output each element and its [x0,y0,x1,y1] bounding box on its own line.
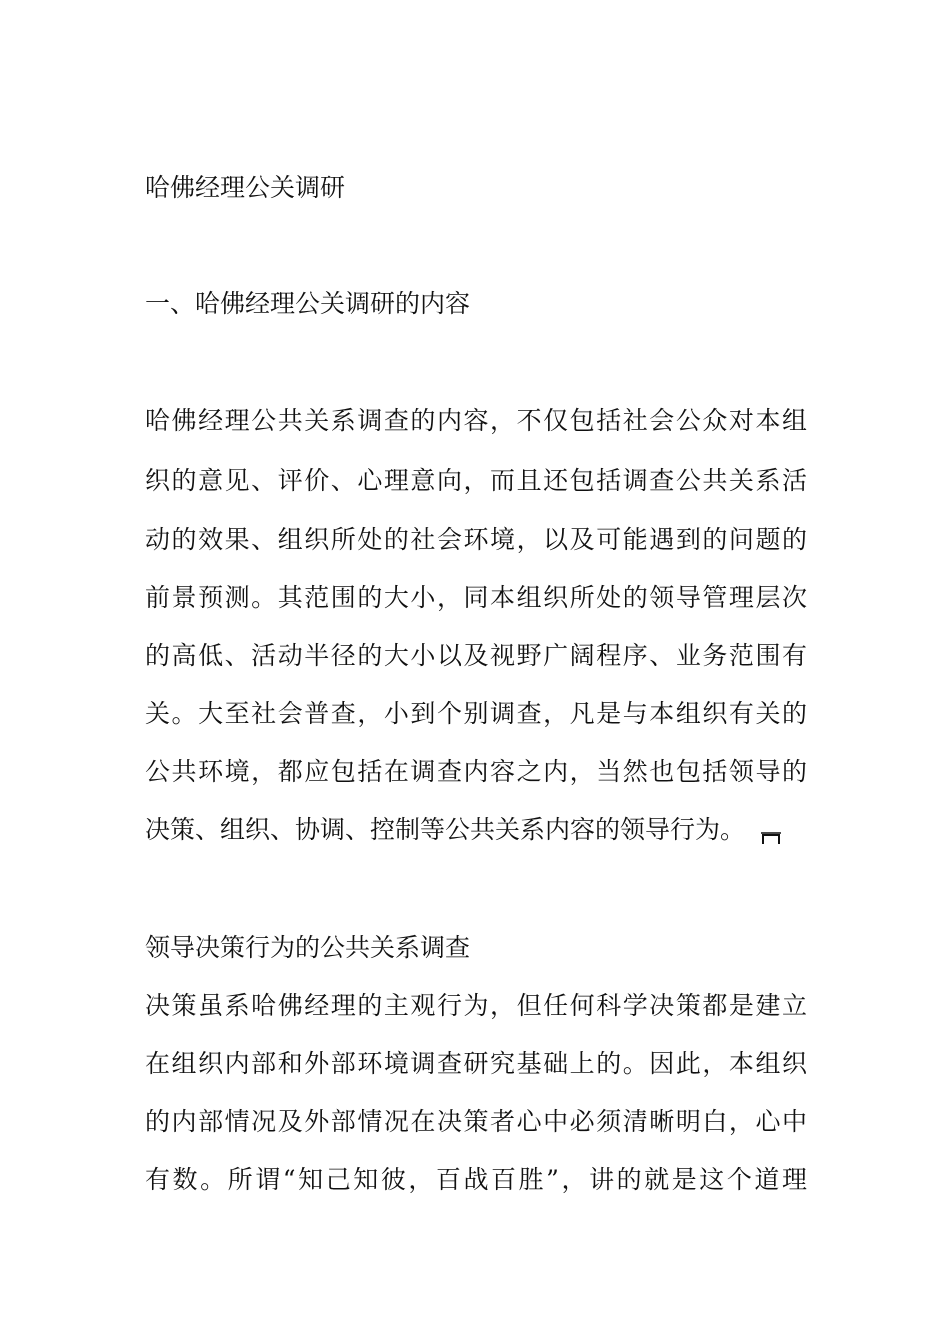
paragraph-line: 关。大至社会普查，小到个别调查，凡是与本组织有关的 [145,699,807,728]
paragraph-line: 前景预测。其范围的大小，同本组织所处的领导管理层次 [145,583,807,612]
paragraph-line: 有数。所谓“知己知彼，百战百胜”，讲的就是这个道理 [145,1165,807,1194]
subheading: 领导决策行为的公共关系调查 [145,933,471,962]
paragraph-line: 织的意见、评价、心理意向，而且还包括调查公共关系活 [145,466,807,495]
paragraph-line: 动的效果、组织所处的社会环境，以及可能遇到的问题的 [145,525,807,554]
document-title: 哈佛经理公关调研 [145,173,346,202]
paragraph-line: 的内部情况及外部情况在决策者心中必须清晰明白，心中 [145,1107,807,1136]
section-heading: 一、哈佛经理公关调研的内容 [145,289,471,318]
paragraph-line: 决策、组织、协调、控制等公共关系内容的领导行为。 [145,815,746,844]
bracket-mark-icon [761,829,781,845]
paragraph-line: 在组织内部和外部环境调查研究基础上的。因此，本组织 [145,1049,807,1078]
paragraph-line: 决策虽系哈佛经理的主观行为，但任何科学决策都是建立 [145,991,807,1020]
paragraph-line: 哈佛经理公共关系调查的内容，不仅包括社会公众对本组 [145,406,807,435]
paragraph-line: 公共环境，都应包括在调查内容之内，当然也包括领导的 [145,757,807,786]
paragraph-line: 的高低、活动半径的大小以及视野广阔程序、业务范围有 [145,641,807,670]
